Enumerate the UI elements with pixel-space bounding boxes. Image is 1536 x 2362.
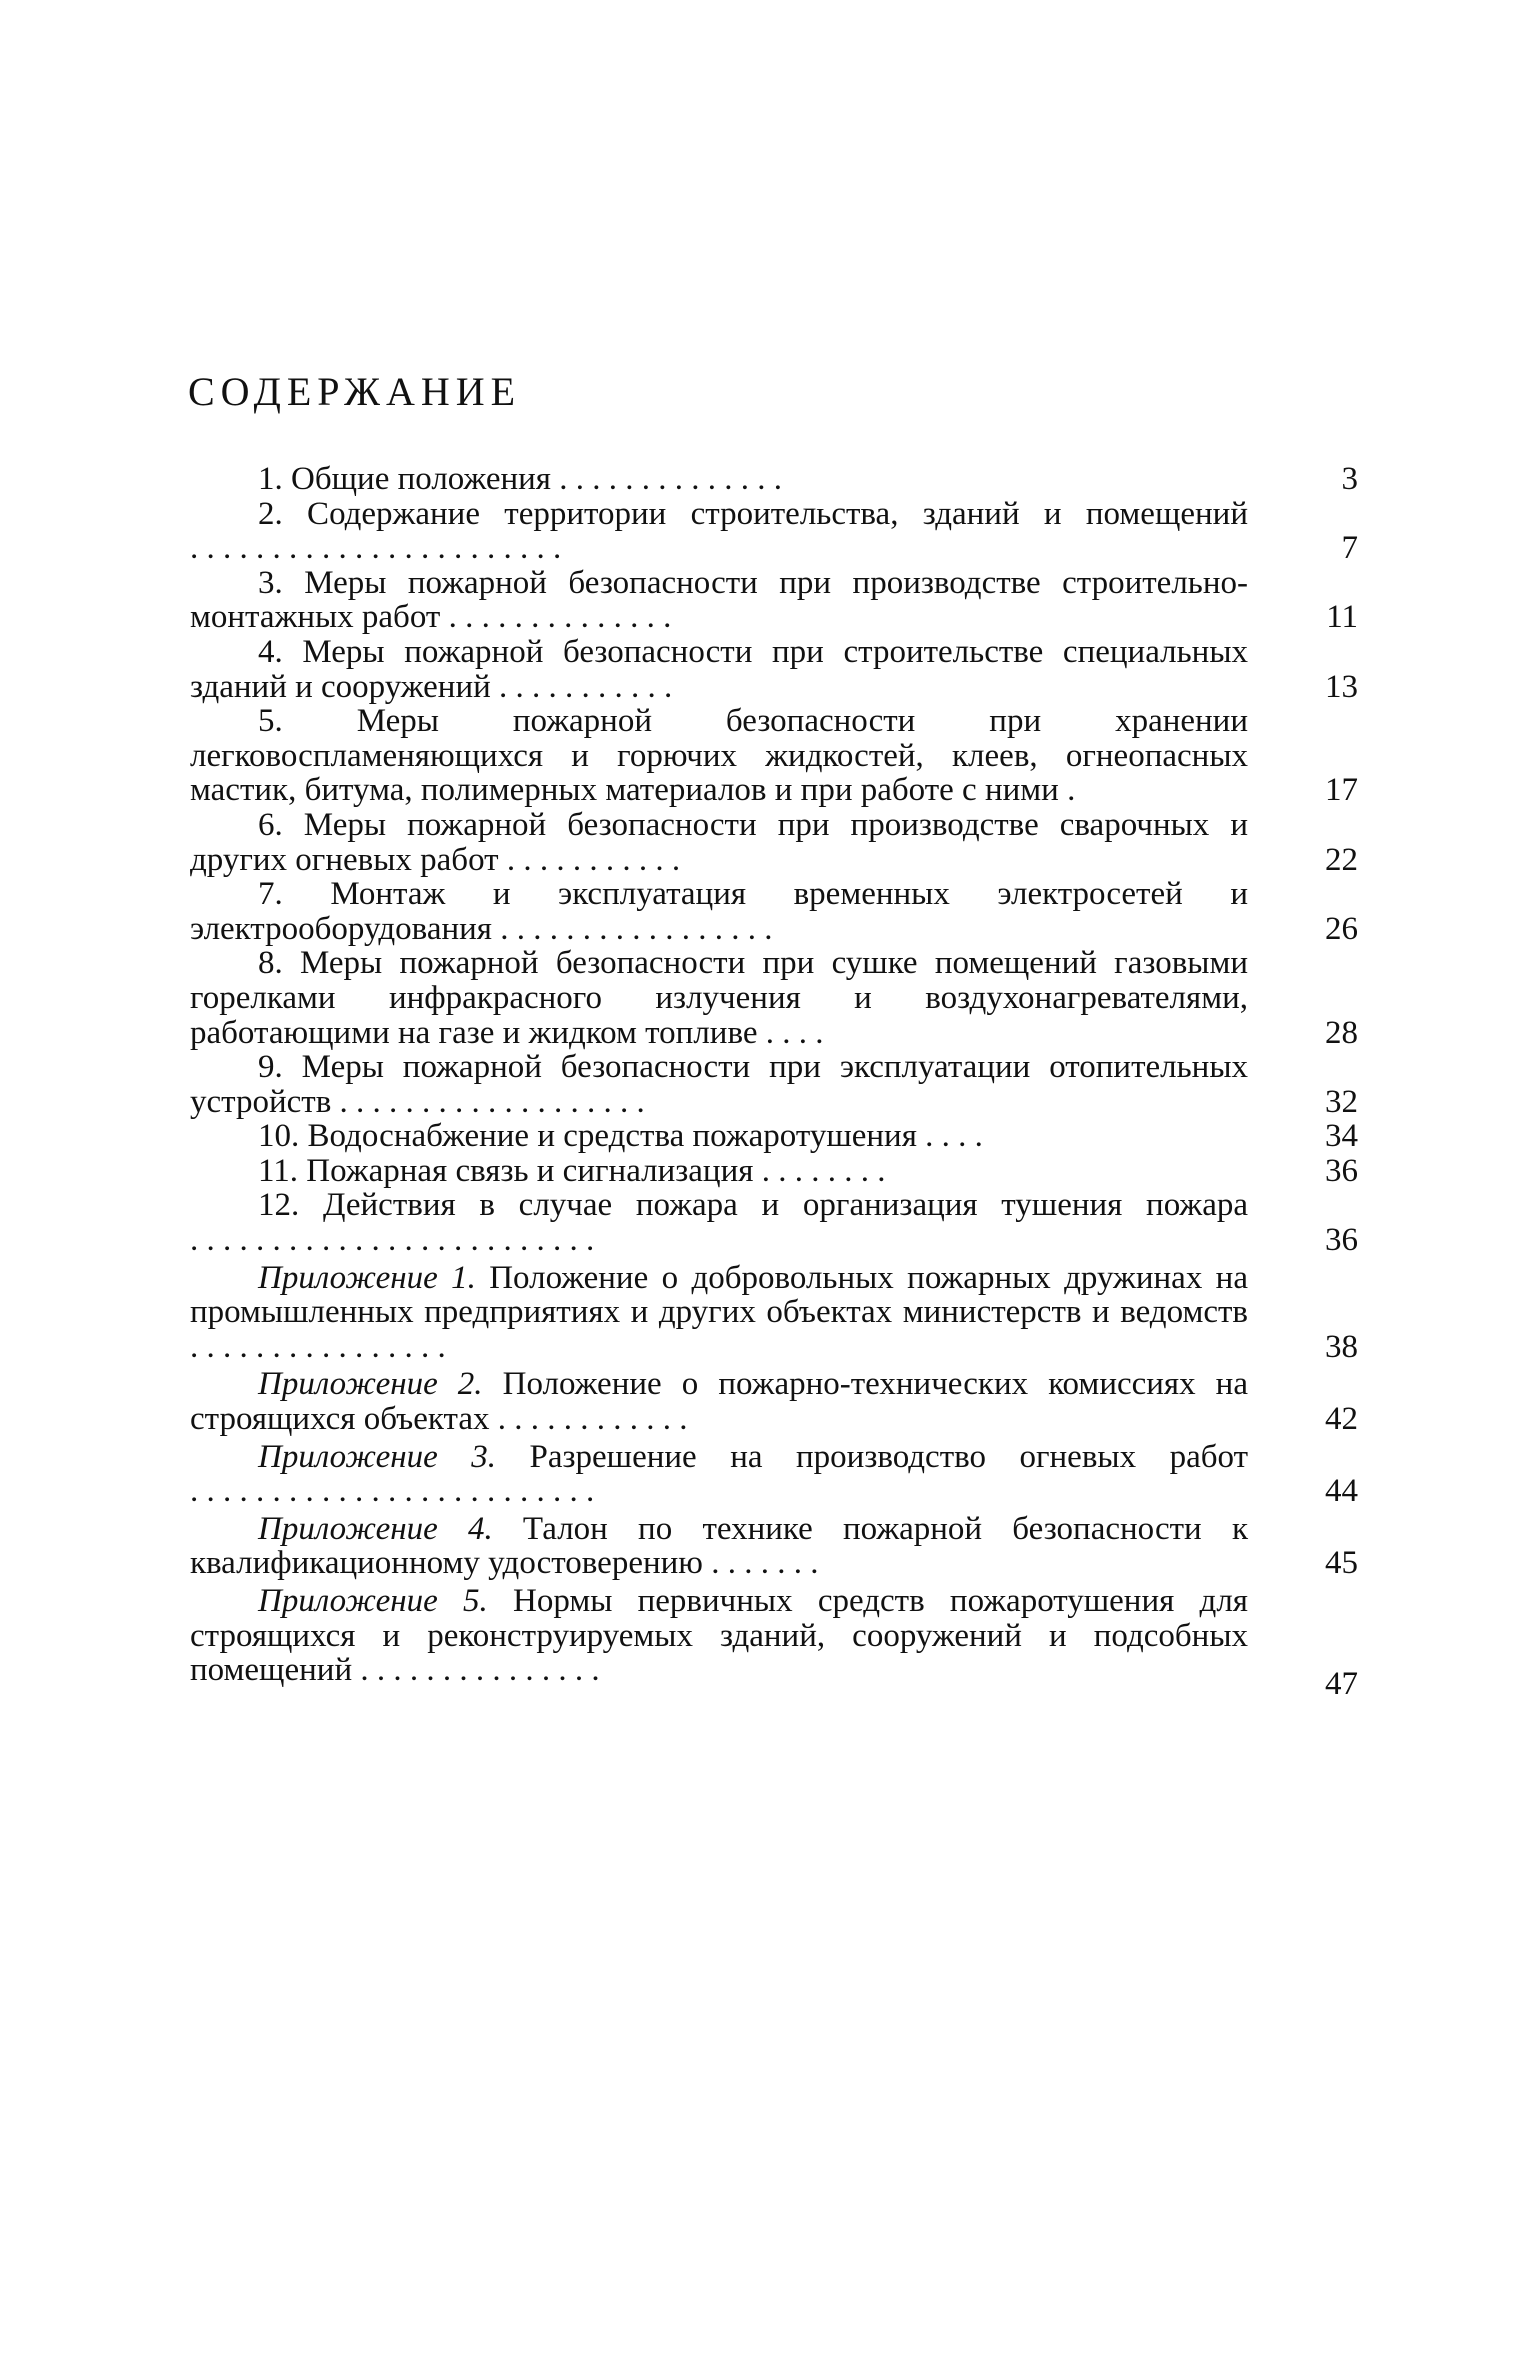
page-number: 32 xyxy=(1325,1083,1358,1120)
toc-entry-3 xyxy=(190,566,1358,635)
page-number: 36 xyxy=(1325,1152,1358,1189)
toc-entry-appendix-4 xyxy=(190,1512,1358,1581)
dot-leader: . . . . . . . . . . . xyxy=(498,841,681,878)
page-number: 34 xyxy=(1325,1118,1358,1155)
page-number: 45 xyxy=(1325,1545,1358,1582)
contents-heading: СОДЕРЖАНИЕ xyxy=(188,369,522,414)
page-number: 22 xyxy=(1325,841,1358,878)
toc-entry-4 xyxy=(190,635,1358,704)
dot-leader: . . . . . . . . . . . xyxy=(490,668,673,705)
entry-title: 4. Меры пожарной безопасности при строительстве специальных зданий и сооружений xyxy=(190,633,1248,705)
dot-leader: . . . . . . . . . . . . . . xyxy=(440,599,672,636)
appendix-label: Приложение 4. xyxy=(258,1510,493,1547)
appendix-label: Приложение 2. xyxy=(258,1366,483,1403)
entry-title: 8. Меры пожарной безопасности при сушке помещений газовыми горелками инфракрасного излучения и воздухонагревателями, работающими на газе и жидком топливе xyxy=(190,945,1248,1051)
dot-leader: . . . . . . . xyxy=(702,1545,819,1582)
page-number: 28 xyxy=(1325,1014,1358,1051)
dot-leader: . . . . . . . . . . . . . . . . . . . . . . . . . xyxy=(190,1473,595,1510)
dot-leader: . . . . xyxy=(916,1118,983,1155)
entry-title: 7. Монтаж и эксплуатация временных электросетей и электрооборудования xyxy=(190,876,1248,947)
page-number: 17 xyxy=(1325,772,1358,809)
entry-title: 6. Меры пожарной безопасности при производстве сварочных и других огневых работ xyxy=(190,806,1248,878)
toc-entry-12 xyxy=(190,1188,1358,1257)
page-number: 38 xyxy=(1325,1328,1358,1365)
entry-title: 9. Меры пожарной безопасности при эксплуатации отопительных устройств xyxy=(190,1049,1248,1120)
toc-entry-11 xyxy=(190,1154,1358,1189)
toc-entry-appendix-3 xyxy=(190,1440,1358,1509)
entry-title: 5. Меры пожарной безопасности при хранении легковоспламеняющихся и горючих жидкостей, клеев, огнеопасных мастик, битума, полимерных материалов и при работе с ними xyxy=(190,703,1248,809)
entry-title: Нормы первичных средств пожаротушения для строящихся и реконструируемых зданий, сооружений и подсобных помещений xyxy=(190,1583,1248,1689)
dot-leader: . . . . . . . . xyxy=(753,1152,886,1189)
dot-leader: . . . . . . . . . . . . . . . . . xyxy=(491,910,773,947)
entry-title: 2. Содержание территории строительства, зданий и помещений xyxy=(258,495,1248,532)
appendix-label: Приложение 3. xyxy=(258,1438,496,1475)
toc-entry-appendix-5 xyxy=(190,1583,1358,1703)
toc-entry-1 xyxy=(190,462,1358,497)
toc-entry-8 xyxy=(190,946,1358,1050)
page-number: 11 xyxy=(1326,599,1358,636)
appendix-label: Приложение 1. xyxy=(258,1259,476,1296)
toc-entry-5 xyxy=(190,704,1358,808)
page-number: 44 xyxy=(1325,1473,1358,1510)
entry-title: Разрешение на производство огневых работ xyxy=(495,1438,1248,1475)
appendix-label: Приложение 5. xyxy=(258,1583,488,1619)
entry-title: 11. Пожарная связь и сигнализация xyxy=(258,1152,754,1189)
dot-leader: . . . . . . . . . . . . . . . . . . . . . . . xyxy=(190,530,562,567)
entry-title: 12. Действия в случае пожара и организация тушения пожара xyxy=(258,1187,1248,1224)
toc-entry-9 xyxy=(190,1050,1358,1119)
dot-leader: . . . . . . . . . . . . . . . xyxy=(352,1652,600,1689)
entry-title: Положение о добровольных пожарных дружинах на промышленных предприятиях и других объектах министерств и ведомств xyxy=(190,1259,1248,1331)
page-number: 36 xyxy=(1325,1222,1358,1259)
page-number: 47 xyxy=(1325,1666,1358,1703)
page-number: 3 xyxy=(1341,461,1358,497)
page-number: 42 xyxy=(1325,1401,1358,1438)
toc-entry-10 xyxy=(190,1119,1358,1154)
toc-entry-appendix-1 xyxy=(190,1261,1358,1365)
toc-entry-appendix-2 xyxy=(190,1367,1358,1436)
dot-leader: . xyxy=(1058,772,1076,809)
dot-leader: . . . . . . . . . . . . . . . . . . . xyxy=(331,1083,645,1120)
entry-title: 1. Общие положения xyxy=(258,461,551,497)
toc-entry-6 xyxy=(190,808,1358,877)
entry-title: Положение о пожарно-технических комиссиях на строящихся объектах xyxy=(190,1366,1248,1438)
dot-leader: . . . . . . . . . . . . . . . . . . . . . . . . . xyxy=(190,1222,595,1259)
entry-title: 10. Водоснабжение и средства пожаротушения xyxy=(258,1118,917,1155)
dot-leader: . . . . . . . . . . . . . . . . xyxy=(190,1328,446,1365)
page-number: 26 xyxy=(1325,910,1358,947)
dot-leader: . . . . . . . . . . . . . . xyxy=(550,461,782,497)
entry-title: 3. Меры пожарной безопасности при производстве строительно-монтажных работ xyxy=(190,564,1248,636)
entry-title: Талон по технике пожарной безопасности к квалификационному удостоверению xyxy=(190,1510,1248,1582)
dot-leader: . . . . . . . . . . . . xyxy=(489,1401,688,1438)
page-number: 7 xyxy=(1341,530,1358,567)
page-number: 13 xyxy=(1325,668,1358,705)
toc-entry-7 xyxy=(190,877,1358,946)
table-of-contents xyxy=(190,461,1358,1703)
dot-leader: . . . . xyxy=(757,1014,824,1051)
toc-entry-2 xyxy=(190,497,1358,566)
